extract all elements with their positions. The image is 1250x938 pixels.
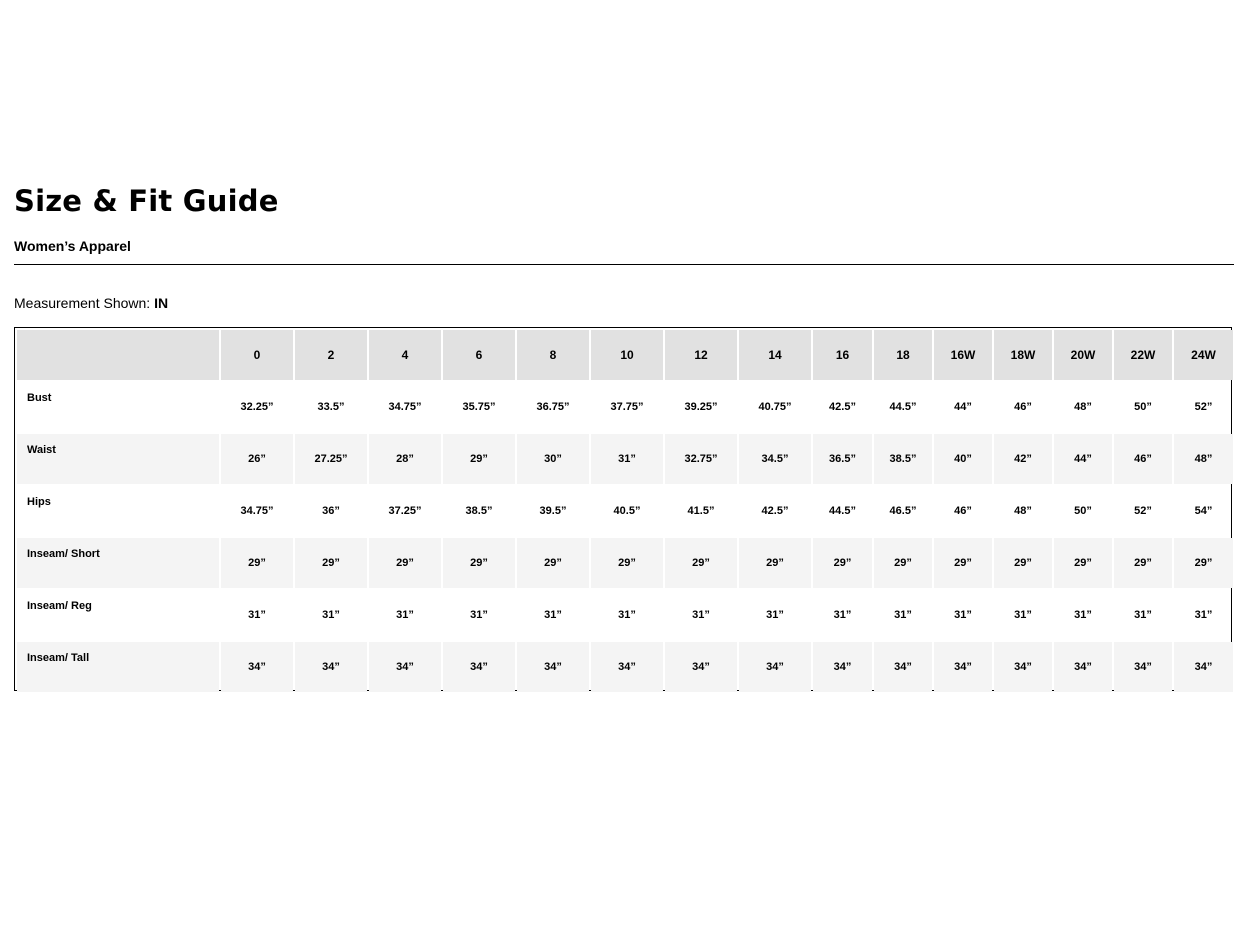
- table-cell: 39.25”: [684, 401, 718, 413]
- table-cell: 31”: [1014, 609, 1032, 621]
- page-title: Size & Fit Guide: [14, 184, 279, 218]
- table-cell: 29”: [665, 538, 737, 588]
- table-cell: 40”: [934, 434, 992, 484]
- table-cell: 29”: [813, 538, 872, 588]
- size-header-22w: 22W: [1114, 330, 1172, 380]
- size-header-0: 0: [221, 330, 293, 380]
- size-header-20w: 20W: [1054, 330, 1112, 380]
- table-row: [17, 642, 1233, 692]
- table-cell: 34”: [517, 642, 589, 692]
- table-cell: 37.25”: [388, 505, 422, 517]
- table-cell: 50”: [1134, 401, 1152, 413]
- size-table: [15, 328, 1235, 694]
- table-row: [17, 382, 1233, 432]
- table-cell: 46”: [1014, 401, 1032, 413]
- table-cell: 34”: [934, 642, 992, 692]
- table-cell: 31”: [894, 609, 912, 621]
- table-row: [17, 538, 1233, 588]
- row-label: Hips: [27, 496, 51, 508]
- table-cell: 31”: [833, 609, 852, 621]
- table-cell: 29”: [295, 538, 367, 588]
- table-row: [17, 434, 1233, 484]
- table-cell: 31”: [591, 434, 663, 484]
- size-header-16w: 16W: [934, 330, 992, 380]
- table-cell: 34”: [1174, 642, 1233, 692]
- table-cell: 48”: [1014, 505, 1032, 517]
- size-header-14: 14: [739, 330, 811, 380]
- table-cell: 31”: [1194, 609, 1213, 621]
- table-cell: 34.5”: [739, 434, 811, 484]
- table-cell: 36.5”: [813, 434, 872, 484]
- table-cell: 34”: [1054, 642, 1112, 692]
- table-cell: 34”: [1114, 642, 1172, 692]
- table-cell: 29”: [934, 538, 992, 588]
- measurement-unit: IN: [154, 295, 169, 311]
- row-label: Inseam/ Reg: [27, 600, 92, 612]
- table-cell: 46”: [1114, 434, 1172, 484]
- size-header-10: 10: [591, 330, 663, 380]
- table-cell: 37.75”: [610, 401, 644, 413]
- table-cell: 36”: [322, 505, 340, 517]
- size-header-18w: 18W: [994, 330, 1052, 380]
- size-header-18: 18: [874, 330, 932, 380]
- table-cell: 39.5”: [539, 505, 567, 517]
- table-cell: 34”: [369, 642, 441, 692]
- table-cell: 42.5”: [761, 505, 789, 517]
- table-cell: 30”: [517, 434, 589, 484]
- table-cell: 34”: [994, 642, 1052, 692]
- table-cell: 31”: [1134, 609, 1152, 621]
- table-cell: 31”: [544, 609, 562, 621]
- table-cell: 34.75”: [388, 401, 422, 413]
- row-label: Waist: [17, 434, 219, 484]
- table-cell: 46.5”: [889, 505, 917, 517]
- table-cell: 54”: [1194, 505, 1213, 517]
- table-cell: 34”: [221, 642, 293, 692]
- table-cell: 41.5”: [687, 505, 715, 517]
- measurement-label: Measurement Shown:: [14, 295, 155, 311]
- table-cell: 34”: [665, 642, 737, 692]
- row-label: Bust: [27, 392, 52, 404]
- table-cell: 29”: [591, 538, 663, 588]
- table-cell: 44.5”: [889, 401, 917, 413]
- table-cell: 44.5”: [829, 505, 856, 517]
- table-cell: 48”: [1074, 401, 1092, 413]
- table-cell: 27.25”: [295, 434, 367, 484]
- table-cell: 34.75”: [240, 505, 274, 517]
- row-label: Inseam/ Tall: [17, 642, 219, 692]
- table-cell: 52”: [1194, 401, 1213, 413]
- table-cell: 31”: [692, 609, 710, 621]
- table-cell: 29”: [443, 538, 515, 588]
- table-cell: 31”: [396, 609, 414, 621]
- table-cell: 42”: [994, 434, 1052, 484]
- table-cell: 50”: [1074, 505, 1092, 517]
- size-header-4: 4: [369, 330, 441, 380]
- size-header-12: 12: [665, 330, 737, 380]
- table-cell: 33.5”: [317, 401, 345, 413]
- table-cell: 29”: [1114, 538, 1172, 588]
- table-cell: 32.25”: [240, 401, 274, 413]
- table-cell: 29”: [517, 538, 589, 588]
- table-cell: 29”: [1174, 538, 1233, 588]
- table-cell: 34”: [295, 642, 367, 692]
- table-cell: 42.5”: [829, 401, 856, 413]
- table-cell: 34”: [739, 642, 811, 692]
- table-cell: 44”: [954, 401, 972, 413]
- size-header-6: 6: [443, 330, 515, 380]
- measurement-note: [14, 294, 1234, 312]
- table-cell: 29”: [994, 538, 1052, 588]
- section-label: Women’s Apparel: [14, 237, 1234, 265]
- table-cell: 44”: [1054, 434, 1112, 484]
- size-header-16: 16: [813, 330, 872, 380]
- table-cell: 52”: [1134, 505, 1152, 517]
- table-cell: 34”: [443, 642, 515, 692]
- table-cell: 35.75”: [462, 401, 496, 413]
- table-cell: 31”: [954, 609, 972, 621]
- table-cell: 29”: [369, 538, 441, 588]
- table-cell: 34”: [591, 642, 663, 692]
- table-cell: 29”: [739, 538, 811, 588]
- table-row: [17, 486, 1233, 536]
- table-cell: 31”: [1074, 609, 1092, 621]
- table-cell: 31”: [248, 609, 266, 621]
- table-cell: 34”: [813, 642, 872, 692]
- size-fit-guide: [14, 180, 1234, 691]
- table-cell: 48”: [1174, 434, 1233, 484]
- size-header-2: 2: [295, 330, 367, 380]
- table-cell: 31”: [470, 609, 488, 621]
- table-cell: 32.75”: [665, 434, 737, 484]
- table-cell: 34”: [874, 642, 932, 692]
- table-cell: 40.5”: [613, 505, 641, 517]
- table-cell: 38.5”: [465, 505, 493, 517]
- table-cell: 38.5”: [874, 434, 932, 484]
- table-cell: 29”: [221, 538, 293, 588]
- size-header-24w: 24W: [1174, 330, 1233, 380]
- table-cell: 31”: [618, 609, 636, 621]
- table-cell: 28”: [369, 434, 441, 484]
- table-cell: 29”: [874, 538, 932, 588]
- table-corner-cell: [17, 330, 219, 380]
- table-row: [17, 590, 1233, 640]
- row-label: Inseam/ Short: [17, 538, 219, 588]
- size-header-8: 8: [517, 330, 589, 380]
- table-cell: 46”: [954, 505, 972, 517]
- table-header-row: [17, 330, 1233, 380]
- table-cell: 31”: [766, 609, 784, 621]
- table-cell: 29”: [1054, 538, 1112, 588]
- size-table-container: [14, 327, 1232, 691]
- table-cell: 36.75”: [536, 401, 570, 413]
- table-cell: 40.75”: [758, 401, 792, 413]
- table-cell: 26”: [221, 434, 293, 484]
- table-body: [17, 382, 1233, 692]
- table-cell: 31”: [322, 609, 340, 621]
- table-cell: 29”: [443, 434, 515, 484]
